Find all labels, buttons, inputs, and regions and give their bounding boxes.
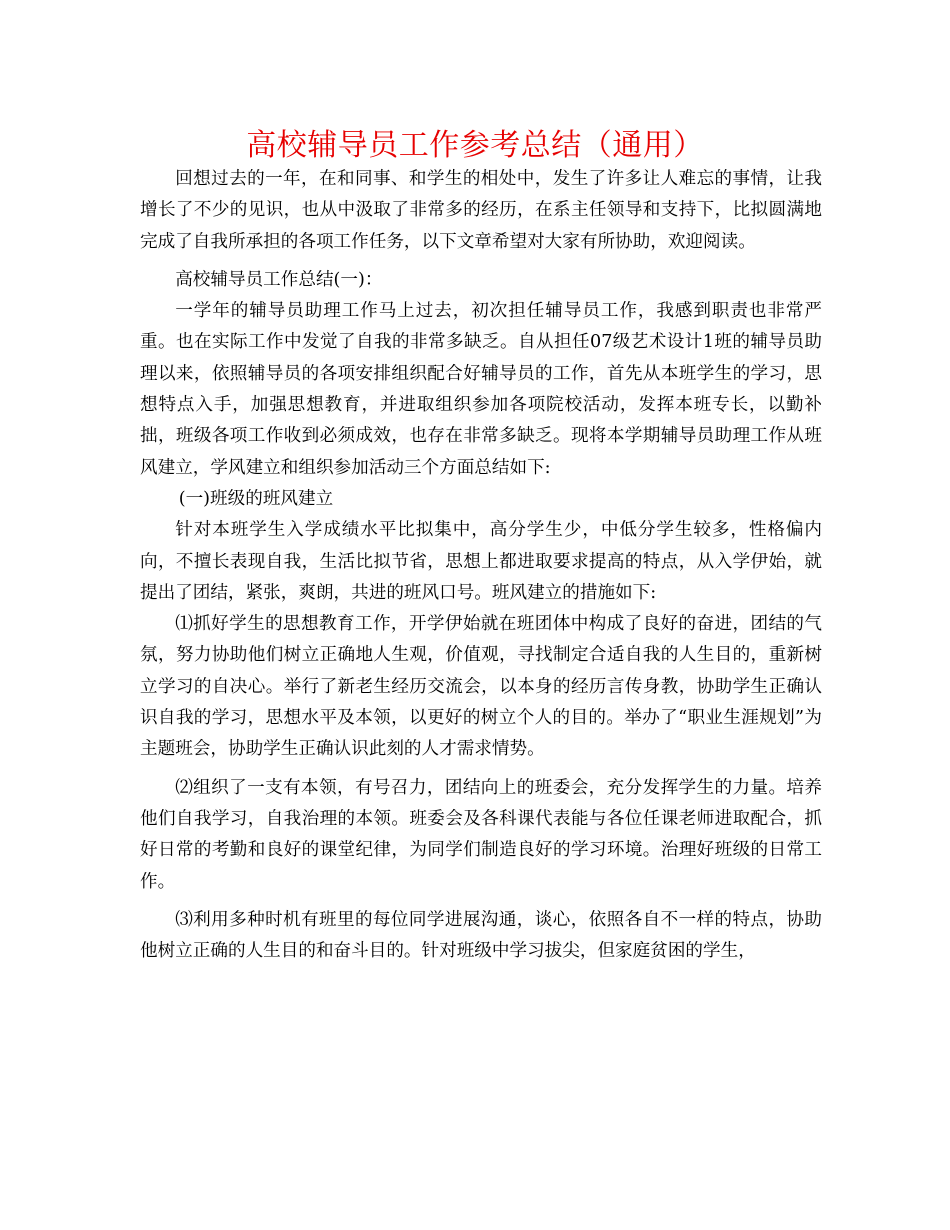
paragraph-overview: 一学年的辅导员助理工作马上过去，初次担任辅导员工作，我感到职责也非常严重。也在实际工作中发觉了自我的非常多缺乏。自从担任07级艺术设计1班的辅导员助理以来，依照辅导员的各项安排组织配合好辅导员的工作，首先从本班学生的学习，思想特点入手，加强思想教育，并进取组织参加各项院校活动，发挥本班专长，以勤补拙，班级各项工作收到必须成效，也存在非常多缺乏。现将本学期辅导员助理工作从班风建立，学风建立和组织参加活动三个方面总结如下: [140,301,822,478]
paragraph-item-2: ⑵组织了一支有本领，有号召力，团结向上的班委会，充分发挥学生的力量。培养他们自我学习，自我治理的本领。班委会及各科课代表能与各位任课老师进取配合，抓好日常的考勤和良好的课堂纪律，为同学们制造良好的学习环境。治理好班级的日常工作。 [140,777,822,892]
paragraph-class-style-measures: 针对本班学生入学成绩水平比拟集中，高分学生少，中低分学生较多，性格偏内向，不擅长表现自我，生活比拟节省，思想上都进取要求提高的特点，从入学伊始，就提出了团结，紧张，爽朗，共进的班风口号。班风建立的措施如下: [140,520,822,603]
paragraph-item-1: ⑴抓好学生的思想教育工作，开学伊始就在班团体中构成了良好的奋进，团结的气氛，努力协助他们树立正确地人生观，价值观，寻找制定合适自我的人生目的，重新树立学习的自决心。举行了新老生经历交流会，以本身的经历言传身教，协助学生正确认识自我的学习，思想水平及本领，以更好的树立个人的目的。举办了“职业生涯规划”为主题班会，协助学生正确认识此刻的人才需求情势。 [140,614,822,760]
document-title: 高校辅导员工作参考总结（通用） [246,128,704,163]
paragraph-section-heading: 高校辅导员工作总结(一)： [175,269,383,290]
paragraph-intro: 回想过去的一年，在和同事、和学生的相处中，发生了许多让人难忘的事情，让我增长了不少的见识，也从中汲取了非常多的经历，在系主任领导和支持下，比拟圆满地完成了自我所承担的各项工作任务，以下文章希望对大家有所协助，欢迎阅读。 [140,169,822,252]
document-body [140,164,822,967]
paragraph-subheading-class-style: (一)班级的班风建立 [178,488,334,509]
paragraph-item-3: ⑶利用多种时机有班里的每位同学进展沟通，谈心，依照各自不一样的特点，协助他树立正确的人生目的和奋斗目的。针对班级中学习拔尖，但家庭贫困的学生， [140,909,822,962]
